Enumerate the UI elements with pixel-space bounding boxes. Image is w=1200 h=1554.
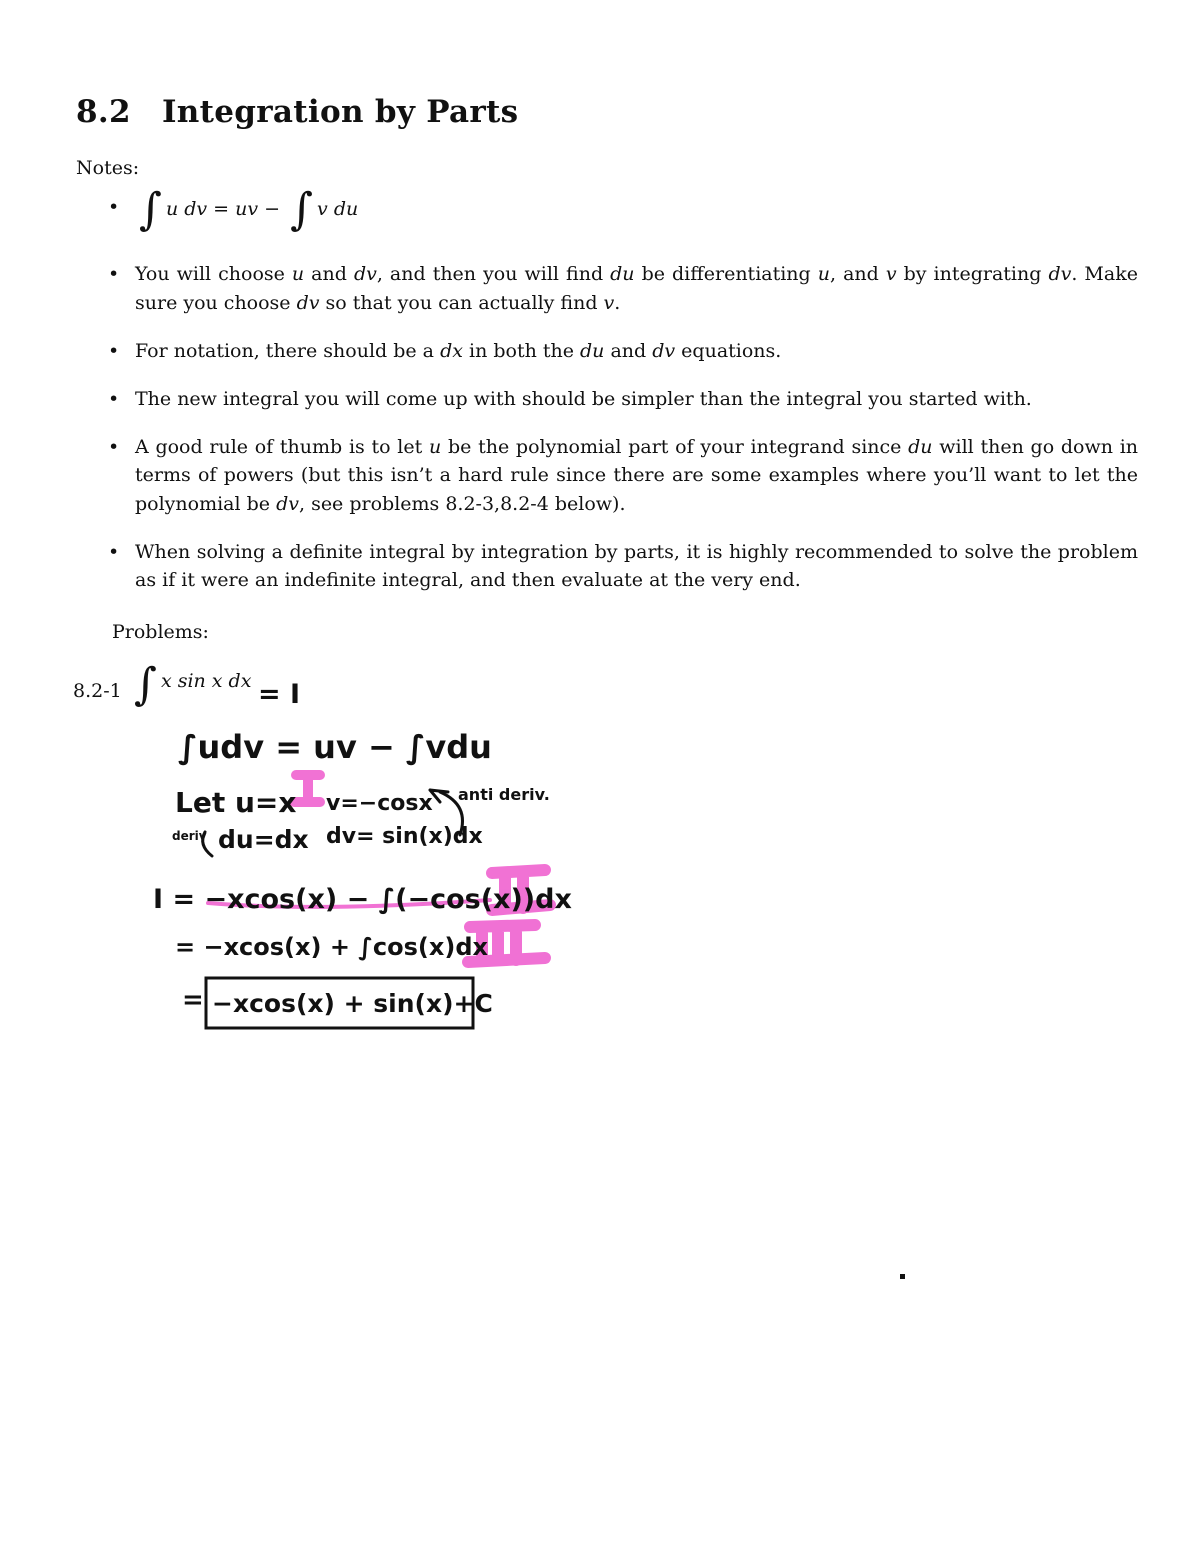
hw-formula: ∫udv = uv − ∫vdu xyxy=(178,728,492,766)
hw-deriv: deriv xyxy=(172,829,207,843)
integral-sign-icon: ∫ xyxy=(290,184,314,235)
hw-equals-I: = I xyxy=(258,679,301,710)
problems-label: Problems: xyxy=(112,621,209,643)
hw-anti-deriv: anti deriv. xyxy=(458,785,550,804)
curved-arrow-icon xyxy=(203,832,212,856)
formula-lhs: u dv xyxy=(165,198,208,220)
hw-du: du=dx xyxy=(218,825,309,854)
problem-integrand: x sin x dx xyxy=(160,670,252,692)
section-title: Integration by Parts xyxy=(162,94,519,130)
note-choose-u-dv: • You will choose u and dv, and then you will find du be differentiating u, and v by integrating dv. Make sure you choose dv so that you can actually find v. xyxy=(108,260,1138,317)
notes-label: Notes: xyxy=(76,157,140,179)
section-number: 8.2 xyxy=(76,94,131,130)
hw-step3-equals: = xyxy=(182,985,204,1015)
hw-step2: = −xcos(x) + ∫cos(x)dx xyxy=(175,933,489,961)
integral-sign-icon: ∫ xyxy=(139,184,162,235)
integral-sign-icon: ∫ xyxy=(134,659,157,710)
note-definite-integral: • When solving a definite integral by integration by parts, it is highly recommended to solve the problem as if it were an indefinite integral, and then evaluate at the very end. xyxy=(108,538,1138,595)
hw-final-answer: −xcos(x) + sin(x)+C xyxy=(212,989,493,1018)
problem-number: 8.2-1 xyxy=(73,680,122,702)
hw-dv: dv= sin(x)dx xyxy=(326,824,483,849)
hw-step1: I = −xcos(x) − ∫(−cos(x))dx xyxy=(153,884,572,915)
note-notation: • For notation, there should be a dx in both the du and dv equations. xyxy=(108,337,1138,366)
formula-eq: = uv − xyxy=(213,198,281,220)
formula-rhs: v du xyxy=(317,198,359,220)
hw-let-u: Let u=x xyxy=(175,786,297,819)
note-rule-of-thumb: • A good rule of thumb is to let u be the polynomial part of your integrand since du will then go down in terms of powers (but this isn’t a hard rule since there are some examples where you’ll want to let the polynomial be dv, see problems 8.2-3,8.2-4 below). xyxy=(108,433,1138,519)
hw-v: v=−cosx xyxy=(326,791,433,816)
stray-dot xyxy=(900,1274,905,1279)
note-simpler-integral: • The new integral you will come up with should be simpler than the integral you started with. xyxy=(108,385,1138,414)
